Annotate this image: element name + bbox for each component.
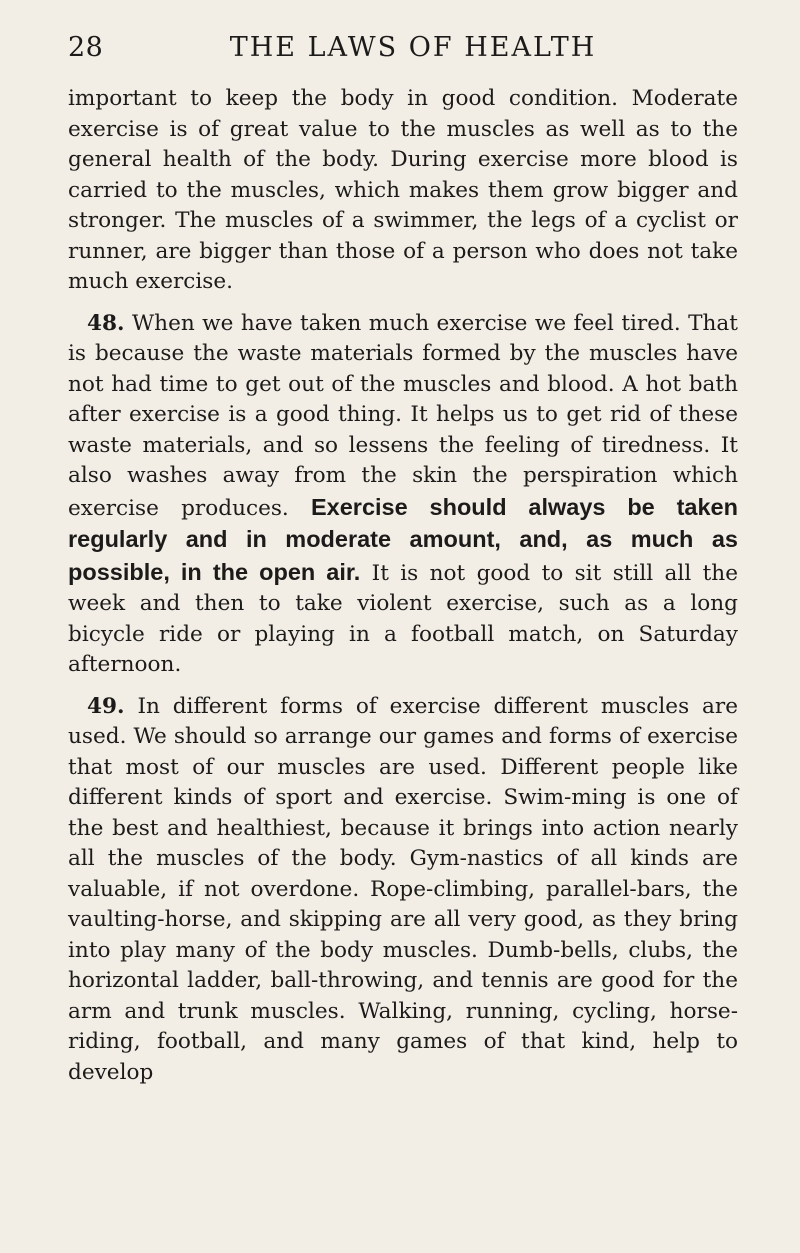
- section-number-49: 49.: [87, 693, 125, 719]
- paragraph-continuation: important to keep the body in good condition. Moderate exercise is of great value to the muscles as well as to the general health of the body. During exercise more blood is carried to the muscles, which makes them grow bigger and stronger. The muscles of a swimmer, the legs of a cyclist or runner, are bigger than those of a person who does not take much exercise.: [68, 86, 738, 294]
- paragraph-49-text: In different forms of exercise different muscles are used. We should so arrange our games and forms of exercise that most of our muscles are used. Different people like different kinds of sport and exercise. Swim-ming is one of the best and healthiest, because it brings into action nearly all the muscles of the body. Gym-nastics of all kinds are valuable, if not overdone. Rope-climbing, parallel-bars, the vaulting-horse, and skipping are all very good, as they bring into play many of the body muscles. Dumb-bells, clubs, the horizontal ladder, ball-throwing, and tennis are good for the arm and trunk muscles. Walking, running, cycling, horse-riding, football, and many games of that kind, help to develop: [68, 693, 738, 1085]
- page-header: [68, 32, 738, 72]
- page-number: 28: [68, 32, 104, 63]
- paragraph-48-emphasis: Exercise should always be taken regularly and in moderate amount, and, as much as possible, in the open air.: [68, 493, 738, 585]
- paragraph-48-text: When we have taken much exercise we feel tired. That is because the waste materials formed by the muscles have not had time to get out of the muscles and blood. A hot bath after exercise is a good thing. It helps us to get rid of these waste materials, and so lessens the feeling of tiredness. It also washes away from the skin the perspiration which exercise produces.: [68, 310, 738, 521]
- running-title: THE LAWS OF HEALTH: [229, 32, 597, 63]
- paragraph-48: [68, 309, 738, 681]
- body-text: [68, 84, 738, 1088]
- paragraph-49: [68, 692, 738, 1089]
- paragraph-48-text-after: It is not good to sit still all the week and then to take violent exercise, such as a long bicycle ride or playing in a football match, on Saturday afternoon.: [68, 560, 738, 677]
- section-number-48: 48.: [87, 310, 125, 336]
